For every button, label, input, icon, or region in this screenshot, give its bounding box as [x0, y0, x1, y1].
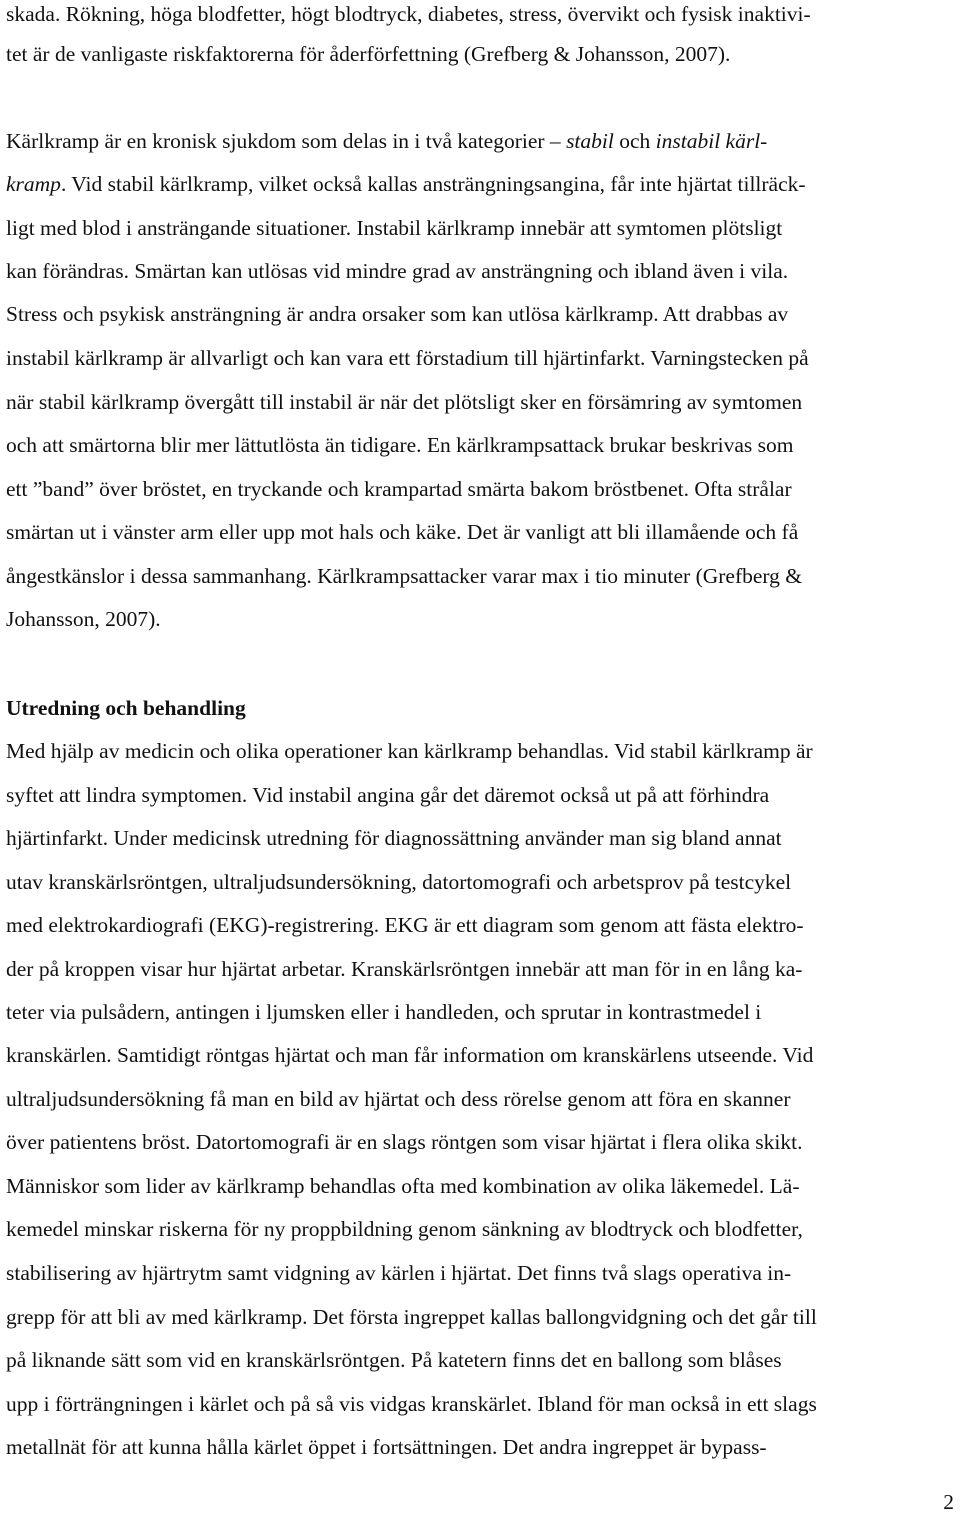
text-line: smärtan ut i vänster arm eller upp mot hals och käke. Det är vanligt att bli illamående och få	[6, 520, 799, 544]
text-line: kemedel minskar riskerna för ny proppbildning genom sänkning av blodtryck och blodfetter,	[6, 1217, 803, 1241]
text-line: Med hjälp av medicin och olika operationer kan kärlkramp behandlas. Vid stabil kärlkramp är	[6, 739, 813, 763]
text-line: ett ”band” över bröstet, en tryckande och krampartad smärta bakom bröstbenet. Ofta strålar	[6, 477, 792, 501]
emphasis-instabil: instabil kärl-	[655, 129, 768, 153]
text-line: stabilisering av hjärtrytm samt vidgning av kärlen i hjärtat. Det finns två slags operativa in-	[6, 1261, 792, 1285]
text-line: på liknande sätt som vid en kranskärlsröntgen. På katetern finns det en ballong som blåses	[6, 1348, 782, 1372]
text-line	[6, 170, 806, 198]
text-line: Människor som lider av kärlkramp behandlas ofta med kombination av olika läkemedel. Lä-	[6, 1174, 800, 1198]
text-span: . Vid stabil kärlkramp, vilket också kallas ansträngningsangina, får inte hjärtat tillräck-	[60, 172, 806, 196]
text-line: skada. Rökning, höga blodfetter, högt blodtryck, diabetes, stress, övervikt och fysisk inaktivi-	[6, 2, 811, 26]
text-line: Johansson, 2007).	[6, 607, 161, 631]
text-span: Kärlkramp är en kronisk sjukdom som delas in i två kategorier –	[6, 129, 567, 153]
text-line: instabil kärlkramp är allvarligt och kan vara ett förstadium till hjärtinfarkt. Varningstecken på	[6, 346, 809, 370]
section-heading: Utredning och behandling	[6, 696, 246, 720]
text-line: ultraljudsundersökning få man en bild av hjärtat och dess rörelse genom att föra en skanner	[6, 1087, 791, 1111]
text-line: metallnät för att kunna hålla kärlet öppet i fortsättningen. Det andra ingreppet är bypass-	[6, 1435, 767, 1459]
text-line: med elektrokardiografi (EKG)-registrering. EKG är ett diagram som genom att fästa elektro-	[6, 913, 804, 937]
page-number: 2	[943, 1490, 954, 1514]
text-line: över patientens bröst. Datortomografi är en slags röntgen som visar hjärtat i flera olika skikt.	[6, 1130, 803, 1154]
text-line: upp i förträngningen i kärlet och på så vis vidgas kranskärlet. Ibland för man också in ett slags	[6, 1392, 817, 1416]
text-line: teter via pulsådern, antingen i ljumsken eller i handleden, och sprutar in kontrastmedel i	[6, 1000, 762, 1024]
text-line: utav kranskärlsröntgen, ultraljudsundersökning, datortomografi och arbetsprov på testcykel	[6, 870, 792, 894]
emphasis-kramp: kramp	[6, 172, 61, 196]
text-line: och att smärtorna blir mer lättutlösta än tidigare. En kärlkrampsattack brukar beskrivas som	[6, 433, 794, 457]
emphasis-stabil: stabil	[566, 129, 614, 153]
text-line: grepp för att bli av med kärlkramp. Det första ingreppet kallas ballongvidgning och det går till	[6, 1305, 817, 1329]
text-line: syftet att lindra symptomen. Vid instabil angina går det däremot också ut på att förhindra	[6, 783, 770, 807]
text-line	[6, 127, 767, 155]
text-line: tet är de vanligaste riskfaktorerna för åderförfettning (Grefberg & Johansson, 2007).	[6, 42, 731, 66]
text-line: der på kroppen visar hur hjärtat arbetar. Kranskärlsröntgen innebär att man för in en lång ka-	[6, 957, 803, 981]
text-line: Stress och psykisk ansträngning är andra orsaker som kan utlösa kärlkramp. Att drabbas av	[6, 302, 789, 326]
text-line: ligt med blod i ansträngande situationer. Instabil kärlkramp innebär att symtomen plötsligt	[6, 216, 783, 240]
text-line: ångestkänslor i dessa sammanhang. Kärlkrampsattacker varar max i tio minuter (Grefberg &	[6, 564, 803, 588]
text-line: när stabil kärlkramp övergått till instabil är när det plötsligt sker en försämring av symtomen	[6, 390, 803, 414]
text-line: kan förändras. Smärtan kan utlösas vid mindre grad av ansträngning och ibland även i vila.	[6, 259, 789, 283]
text-line: hjärtinfarkt. Under medicinsk utredning för diagnossättning använder man sig bland annat	[6, 826, 782, 850]
text-span: och	[613, 129, 656, 153]
text-line: kranskärlen. Samtidigt röntgas hjärtat och man får information om kranskärlens utseende. Vid	[6, 1043, 814, 1067]
